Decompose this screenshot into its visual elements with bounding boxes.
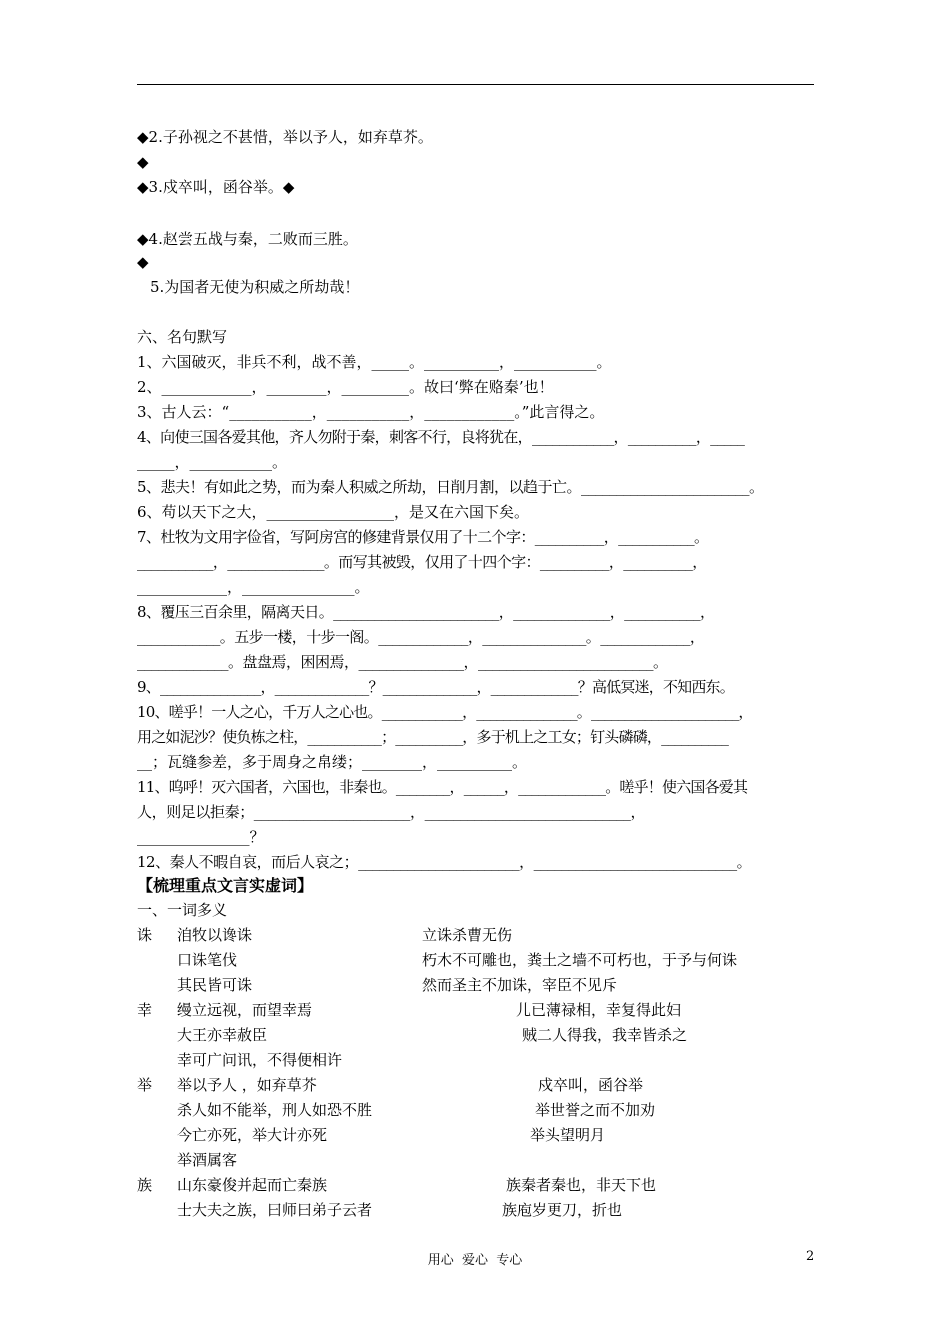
fill-line: 人，则足以拒秦；______________________，_____________________________， <box>137 803 646 821</box>
fill-line: 3、古人云：“___________，___________，____________。”此言得之。 <box>137 403 605 421</box>
text-line: ◆3.戍卒叫，函谷举。◆ <box>137 178 295 196</box>
vocab-example: 缦立远视，而望幸焉 <box>177 1001 313 1019</box>
bullet-line: ◆ <box>137 153 149 171</box>
fill-line: 12、秦人不暇自哀，而后人哀之；_______________________，_____________________________。 <box>137 853 752 871</box>
fill-line: 11、呜呼！灭六国者，六国也，非秦也。________，______，_____________。嗟乎！使六国各爱其 <box>137 778 748 796</box>
fill-line: 5、悲夫！有如此之势，而为秦人积威之所劫，日削月割，以趋于亡。________________________。 <box>137 478 764 496</box>
fill-line: _____________。盘盘焉，困困焉，_______________，_________________________。 <box>137 653 668 671</box>
page-footer: 用心 爱心 专心 <box>427 1253 523 1268</box>
header-rule <box>137 84 814 85</box>
fill-line: 6、苟以天下之大，_________________，是又在六国下矣。 <box>137 503 530 521</box>
fill-line: 8、覆压三百余里，隔离天日。________________________，______________，___________， <box>137 603 715 621</box>
fill-line: _____，___________。 <box>137 453 288 471</box>
page-number: 2 <box>806 1249 815 1264</box>
section-subtitle: 一、一词多义 <box>137 901 228 919</box>
fill-line: 7、杜牧为文用字俭省，写阿房宫的修建背景仅用了十二个字：__________，___________。 <box>137 528 709 546</box>
vocab-example: 朽木不可雕也，粪土之墙不可朽也，于予与何诛 <box>422 951 738 969</box>
fill-line: _______________？ <box>137 828 265 846</box>
vocab-example: 士大夫之族，曰师曰弟子云者 <box>177 1201 373 1219</box>
vocab-example: 口诛笔伐 <box>177 951 238 969</box>
vocab-char: 举 <box>137 1076 153 1094</box>
text-line: 5.为国者无使为积威之所劫哉！ <box>150 278 360 296</box>
bullet-line: ◆ <box>137 253 149 271</box>
vocab-example: 举头望明月 <box>530 1126 606 1144</box>
vocab-char: 幸 <box>137 1001 153 1019</box>
fill-line: 用之如泥沙？使负栋之柱，___________；__________，多于机上之工女；钉头磷磷，__________ <box>137 728 729 746</box>
vocab-example: 族庖岁更刀，折也 <box>502 1201 623 1219</box>
vocab-example: 杀人如不能举，刑人如恐不胜 <box>177 1101 373 1119</box>
vocab-char: 族 <box>137 1176 153 1194</box>
vocab-example: 洎牧以谗诛 <box>177 926 253 944</box>
vocab-example: 其民皆可诛 <box>177 976 253 994</box>
vocab-example: 大王亦幸赦臣 <box>177 1026 268 1044</box>
vocab-char: 诛 <box>137 926 153 944</box>
fill-line: ____________，_______________。 <box>137 578 370 596</box>
vocab-example: 举酒属客 <box>177 1151 238 1169</box>
vocab-example: 贼二人得我，我幸皆杀之 <box>522 1026 688 1044</box>
fill-line: ____________。五步一楼，十步一阁。_____________，_______________。_____________， <box>137 628 705 646</box>
section-title: 六、名句默写 <box>137 328 228 346</box>
fill-line: 4、向使三国各爱其他，齐人勿附于秦，刺客不行，良将犹在，____________，__________，_____ <box>137 428 745 446</box>
vocab-example: 戍卒叫，函谷举 <box>538 1076 644 1094</box>
vocab-example: 今亡亦死，举大计亦死 <box>177 1126 328 1144</box>
vocab-example: 立诛杀曹无伤 <box>422 926 513 944</box>
vocab-example: 山东豪俊并起而亡秦族 <box>177 1176 328 1194</box>
fill-line: 10、嗟乎！一人之心，千万人之心也。____________，_______________。______________________， <box>137 703 753 721</box>
vocab-example: 举世誉之而不加劝 <box>535 1101 656 1119</box>
vocab-example: 举以予人 ，如弃草芥 <box>177 1076 317 1094</box>
fill-line: ___________，______________。而写其被毁，仅用了十四个字：__________，__________， <box>137 553 707 571</box>
vocab-example: 儿已薄禄相，幸复得此妇 <box>516 1001 682 1019</box>
fill-line: __；瓦缝参差，多于周身之帛缕；________，__________。 <box>137 753 528 771</box>
text-line: ◆2.子孙视之不甚惜，举以予人，如弃草芥。 <box>137 128 433 146</box>
vocab-example: 族秦者秦也，非天下也 <box>506 1176 657 1194</box>
section-heading: 【梳理重点文言实虚词】 <box>137 876 314 895</box>
vocab-example: 幸可广问讯，不得便相许 <box>177 1051 343 1069</box>
fill-line: 9、_______________，______________？______________，_____________？高低冥迷，不知西东。 <box>137 678 734 696</box>
fill-line: 2、____________，________，_________。故曰‘弊在赂秦’也！ <box>137 378 554 396</box>
vocab-example: 然而圣主不加诛，宰臣不见斥 <box>422 976 618 994</box>
fill-line: 1、六国破灭，非兵不利，战不善，_____。__________，___________。 <box>137 353 612 371</box>
text-line: ◆4.赵尝五战与秦，二败而三胜。 <box>137 230 358 248</box>
